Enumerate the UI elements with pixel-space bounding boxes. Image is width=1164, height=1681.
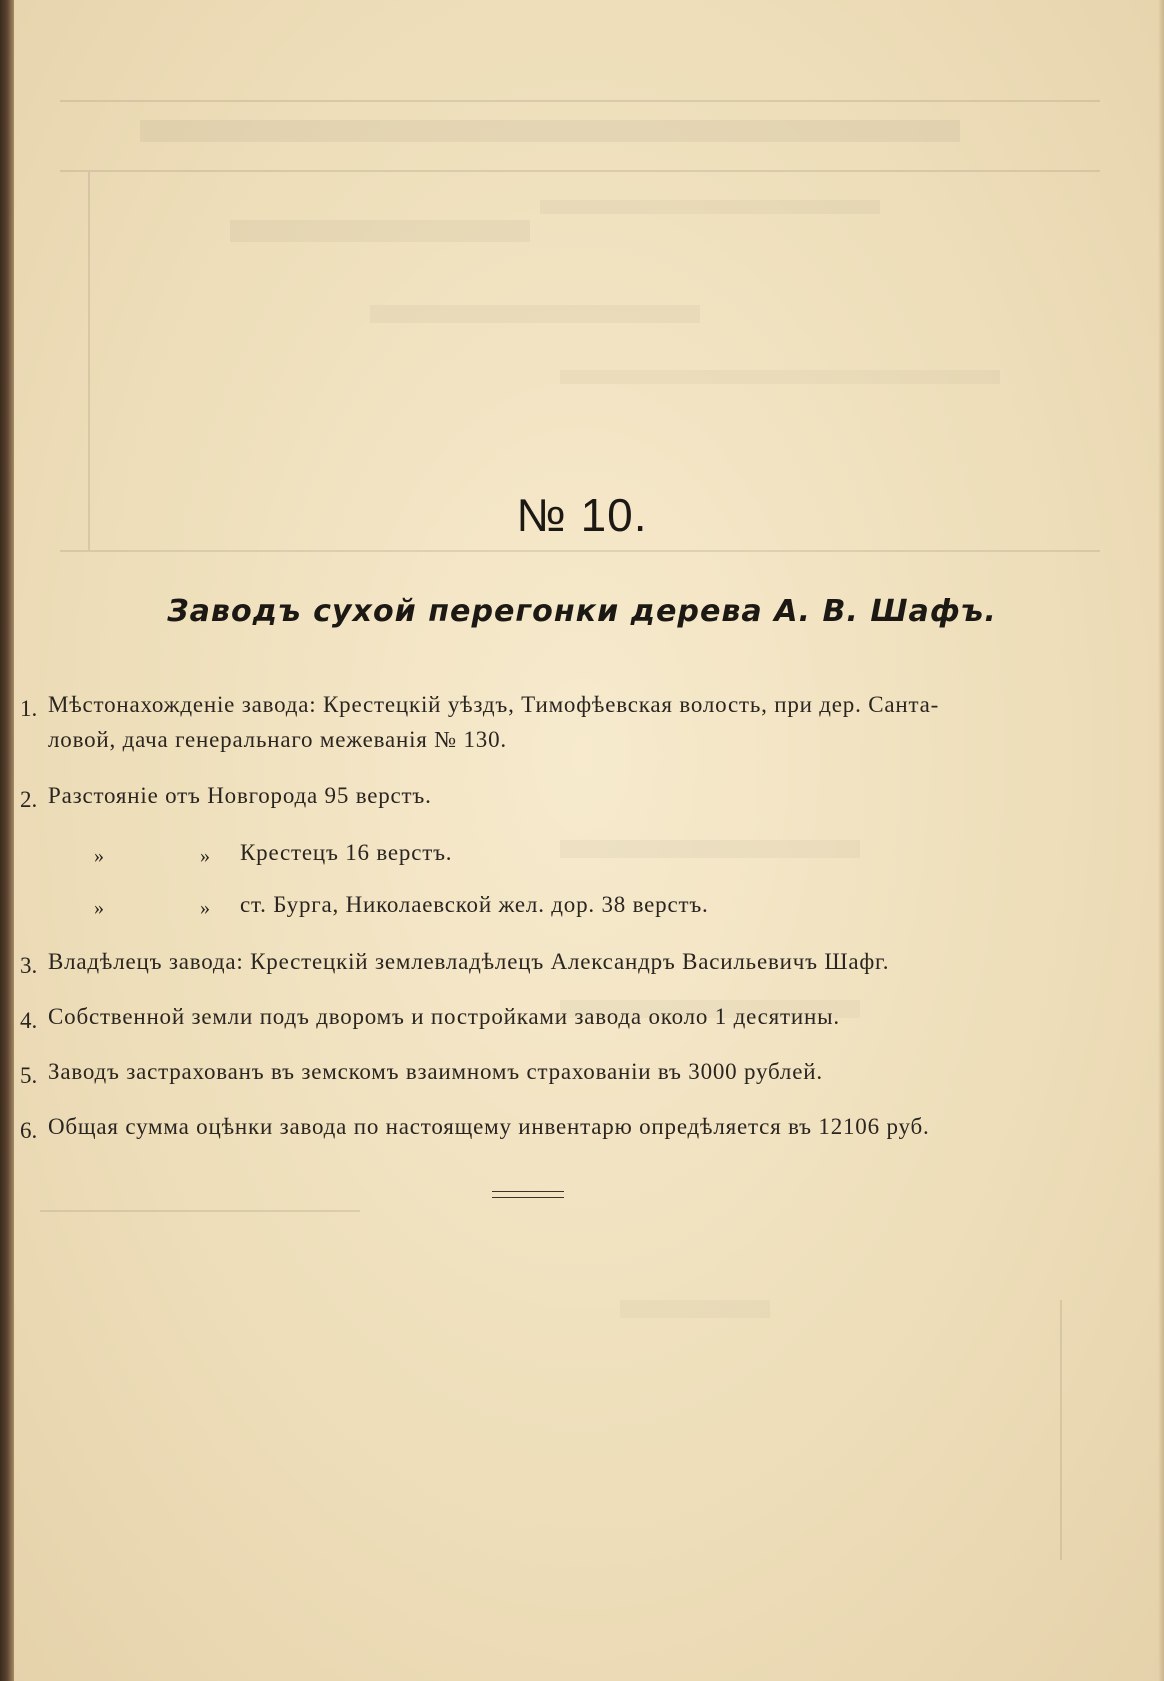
item-text: Крестецъ 16 верстъ. [240,840,453,865]
ditto-mark: » [200,897,210,919]
section-title: Заводъ сухой перегонки дерева А. В. Шафъ. [167,594,997,629]
item-number: 2. [20,787,38,812]
section-number: № 10. [516,489,648,541]
ditto-mark: » [94,897,104,919]
item-text: Собственной земли подъ дворомъ и постройками завода около 1 десятины. [48,1004,840,1029]
item-text: Мѣстонахожденіе завода: Крестецкій уѣздъ, Тимофѣевская волость, при дер. Санта- [48,692,940,717]
item-number: 3. [20,953,38,978]
item-text: Разстояніе отъ Новгорода 95 верстъ. [48,783,432,808]
item-text: Заводъ застрахованъ въ земскомъ взаимномъ страхованіи въ 3000 рублей. [48,1059,823,1084]
item-text: Владѣлецъ завода: Крестецкій землевладѣлецъ Александръ Васильевичъ Шафг. [48,949,890,974]
section-end-rule [492,1191,564,1198]
item-text: Общая сумма оцѣнки завода по настоящему инвентарю опредѣляется въ 12106 руб. [48,1114,930,1139]
item-number: 1. [20,696,38,721]
item-number: 4. [20,1008,38,1033]
ditto-mark: » [94,845,104,867]
item-number: 5. [20,1063,38,1088]
item-text: ловой, дача генеральнаго межеванія № 130. [48,727,507,752]
ditto-mark: » [200,845,210,867]
item-number: 6. [20,1118,38,1143]
item-text: ст. Бурга, Николаевской жел. дор. 38 верстъ. [240,892,709,917]
